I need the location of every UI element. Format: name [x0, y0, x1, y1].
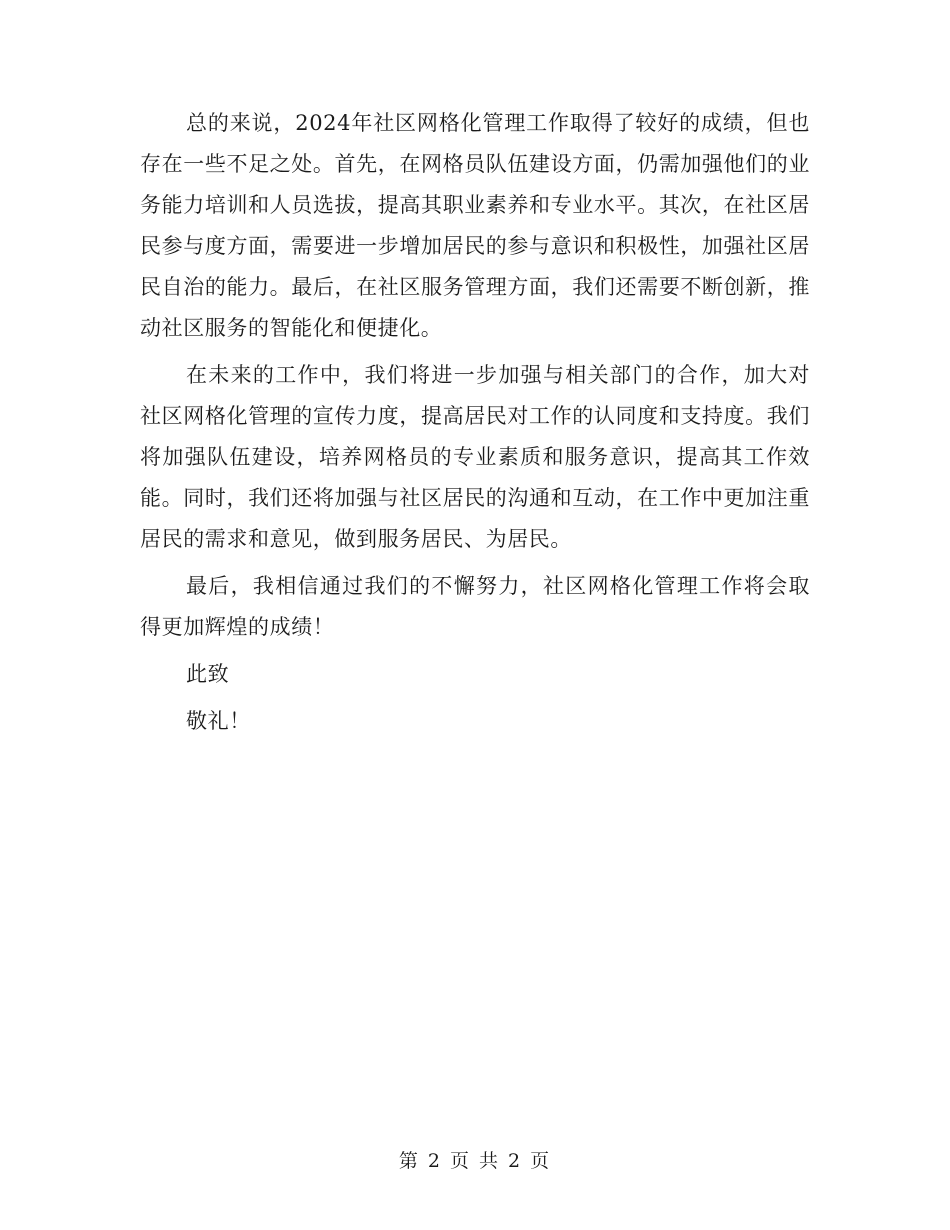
closing-salutation: 此致	[186, 662, 230, 686]
paragraph-conclusion: 最后，我相信通过我们的不懈努力，社区网格化管理工作将会取得更加辉煌的成绩！	[140, 574, 810, 639]
document-body	[140, 103, 810, 748]
paragraph-future-work: 在未来的工作中，我们将进一步加强与相关部门的合作，加大对社区网格化管理的宣传力度，提高居民对工作的认同度和支持度。我们将加强队伍建设，培养网格员的专业素质和服务意识，提高其工作效能。同时，我们还将加强与社区居民的沟通和互动，在工作中更加注重居民的需求和意见，做到服务居民、为居民。	[140, 363, 810, 551]
paragraph-summary: 总的来说，2024年社区网格化管理工作取得了较好的成绩，但也存在一些不足之处。首先，在网格员队伍建设方面，仍需加强他们的业务能力培训和人员选拔，提高其职业素养和专业水平。其次，在社区居民参与度方面，需要进一步增加居民的参与意识和积极性，加强社区居民自治的能力。最后，在社区服务管理方面，我们还需要不断创新，推动社区服务的智能化和便捷化。	[140, 111, 810, 340]
page-number-footer: 第 2 页 共 2 页	[398, 1150, 552, 1172]
closing-regards: 敬礼！	[186, 709, 251, 733]
